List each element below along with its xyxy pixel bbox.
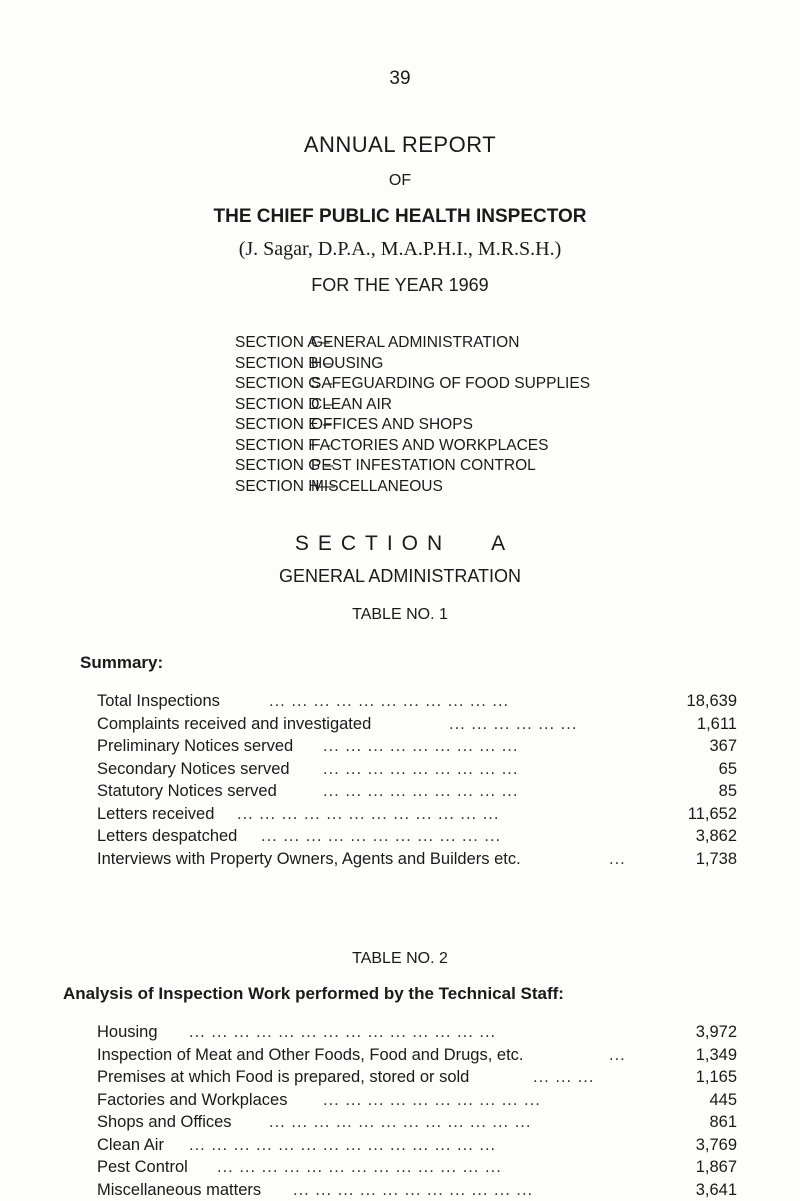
section-code: SECTION F – xyxy=(235,436,311,457)
row-leader-dots: ... ... ... ... ... ... ... ... ... xyxy=(323,735,518,758)
row-value: 85 xyxy=(719,780,737,803)
row-leader-dots: ... ... ... ... ... ... ... ... ... ... ... ... ... ... xyxy=(189,1021,496,1044)
table2-rows xyxy=(97,1021,737,1201)
row-label: Complaints received and investigated xyxy=(97,713,371,736)
row-leader-dots: ... ... ... ... ... ... ... ... ... ... ... ... ... xyxy=(217,1156,502,1179)
row-value: 445 xyxy=(709,1089,737,1112)
page-number: 39 xyxy=(0,68,800,90)
section-code: SECTION A – xyxy=(235,333,311,354)
table-row xyxy=(97,713,737,736)
row-leader-dots: ... ... ... ... ... ... ... ... ... ... ... ... xyxy=(237,803,499,826)
section-list-item xyxy=(235,477,590,498)
row-leader-dots: ... ... ... ... ... ... xyxy=(449,713,577,736)
row-value: 1,349 xyxy=(696,1044,737,1067)
section-a-word: SECTION xyxy=(295,532,451,555)
section-title: HOUSING xyxy=(311,355,383,372)
section-code: SECTION B – xyxy=(235,354,311,375)
table-row xyxy=(97,1111,737,1134)
table-row xyxy=(97,1134,737,1157)
row-label: Letters despatched xyxy=(97,825,237,848)
report-subject: THE CHIEF PUBLIC HEALTH INSPECTOR xyxy=(0,206,800,228)
row-leader-dots: ... ... ... ... ... ... ... ... ... ... ... ... ... ... xyxy=(189,1134,496,1157)
row-leader-dots: ... xyxy=(609,1044,626,1067)
row-label: Shops and Offices xyxy=(97,1111,232,1134)
table1-rows xyxy=(97,690,737,870)
table-row xyxy=(97,1021,737,1044)
section-title: CLEAN AIR xyxy=(311,396,392,413)
row-label: Statutory Notices served xyxy=(97,780,277,803)
section-list xyxy=(235,333,590,497)
row-leader-dots: ... ... ... ... ... ... ... ... ... ... xyxy=(323,1089,541,1112)
row-value: 1,867 xyxy=(696,1156,737,1179)
section-list-item xyxy=(235,436,590,457)
section-a-subheading: GENERAL ADMINISTRATION xyxy=(0,566,800,587)
section-code: SECTION C – xyxy=(235,374,311,395)
row-label: Pest Control xyxy=(97,1156,188,1179)
section-a-heading xyxy=(0,532,800,556)
section-title: OFFICES AND SHOPS xyxy=(311,416,473,433)
row-value: 3,641 xyxy=(696,1179,737,1201)
table-row xyxy=(97,1044,737,1067)
row-label: Interviews with Property Owners, Agents and Builders etc. xyxy=(97,848,521,871)
report-author: (J. Sagar, D.P.A., M.A.P.H.I., M.R.S.H.) xyxy=(0,238,800,261)
table-row xyxy=(97,1089,737,1112)
section-list-item xyxy=(235,395,590,416)
row-leader-dots: ... ... ... ... ... ... ... ... ... xyxy=(323,758,518,781)
table-row xyxy=(97,1179,737,1201)
table-row xyxy=(97,1156,737,1179)
row-value: 1,165 xyxy=(696,1066,737,1089)
row-leader-dots: ... ... ... xyxy=(533,1066,594,1089)
section-list-item xyxy=(235,415,590,436)
report-year: FOR THE YEAR 1969 xyxy=(0,275,800,296)
row-leader-dots: ... xyxy=(609,848,626,871)
report-title: ANNUAL REPORT xyxy=(0,132,800,158)
row-value: 11,652 xyxy=(688,803,737,826)
section-code: SECTION E – xyxy=(235,415,311,436)
section-a-letter: A xyxy=(491,532,505,555)
row-label: Miscellaneous matters xyxy=(97,1179,261,1201)
section-title: GENERAL ADMINISTRATION xyxy=(311,334,519,351)
table-row xyxy=(97,780,737,803)
section-title: SAFEGUARDING OF FOOD SUPPLIES xyxy=(311,375,590,392)
table-row xyxy=(97,848,737,871)
row-leader-dots: ... ... ... ... ... ... ... ... ... ... ... ... xyxy=(269,1111,531,1134)
section-title: MISCELLANEOUS xyxy=(311,478,443,495)
table2-title: TABLE NO. 2 xyxy=(0,950,800,968)
row-leader-dots: ... ... ... ... ... ... ... ... ... ... ... xyxy=(269,690,509,713)
row-value: 3,972 xyxy=(696,1021,737,1044)
row-leader-dots: ... ... ... ... ... ... ... ... ... ... ... xyxy=(293,1179,533,1201)
row-label: Total Inspections xyxy=(97,690,220,713)
table1-title: TABLE NO. 1 xyxy=(0,606,800,624)
section-list-item xyxy=(235,333,590,354)
table-row xyxy=(97,1066,737,1089)
row-value: 18,639 xyxy=(687,690,737,713)
section-code: SECTION G – xyxy=(235,456,311,477)
row-value: 1,611 xyxy=(697,713,737,736)
row-label: Clean Air xyxy=(97,1134,164,1157)
row-label: Housing xyxy=(97,1021,158,1044)
row-leader-dots: ... ... ... ... ... ... ... ... ... ... ... xyxy=(261,825,501,848)
table-row xyxy=(97,735,737,758)
row-label: Secondary Notices served xyxy=(97,758,290,781)
section-list-item xyxy=(235,354,590,375)
section-title: PEST INFESTATION CONTROL xyxy=(311,457,536,474)
table1-label: Summary: xyxy=(80,653,163,673)
row-value: 861 xyxy=(709,1111,737,1134)
row-value: 367 xyxy=(709,735,737,758)
row-leader-dots: ... ... ... ... ... ... ... ... ... xyxy=(323,780,518,803)
table-row xyxy=(97,758,737,781)
row-label: Inspection of Meat and Other Foods, Food and Drugs, etc. xyxy=(97,1044,524,1067)
table-row xyxy=(97,690,737,713)
row-value: 65 xyxy=(719,758,737,781)
row-label: Premises at which Food is prepared, stored or sold xyxy=(97,1066,469,1089)
section-title: FACTORIES AND WORKPLACES xyxy=(311,437,548,454)
row-value: 1,738 xyxy=(696,848,737,871)
row-value: 3,769 xyxy=(696,1134,737,1157)
section-code: SECTION H— xyxy=(235,477,311,498)
row-value: 3,862 xyxy=(696,825,737,848)
section-list-item xyxy=(235,456,590,477)
report-title-of: OF xyxy=(0,172,800,190)
table2-label: Analysis of Inspection Work performed by the Technical Staff: xyxy=(63,984,564,1004)
section-list-item xyxy=(235,374,590,395)
row-label: Letters received xyxy=(97,803,214,826)
table-row xyxy=(97,803,737,826)
section-code: SECTION D – xyxy=(235,395,311,416)
row-label: Factories and Workplaces xyxy=(97,1089,287,1112)
table-row xyxy=(97,825,737,848)
row-label: Preliminary Notices served xyxy=(97,735,293,758)
